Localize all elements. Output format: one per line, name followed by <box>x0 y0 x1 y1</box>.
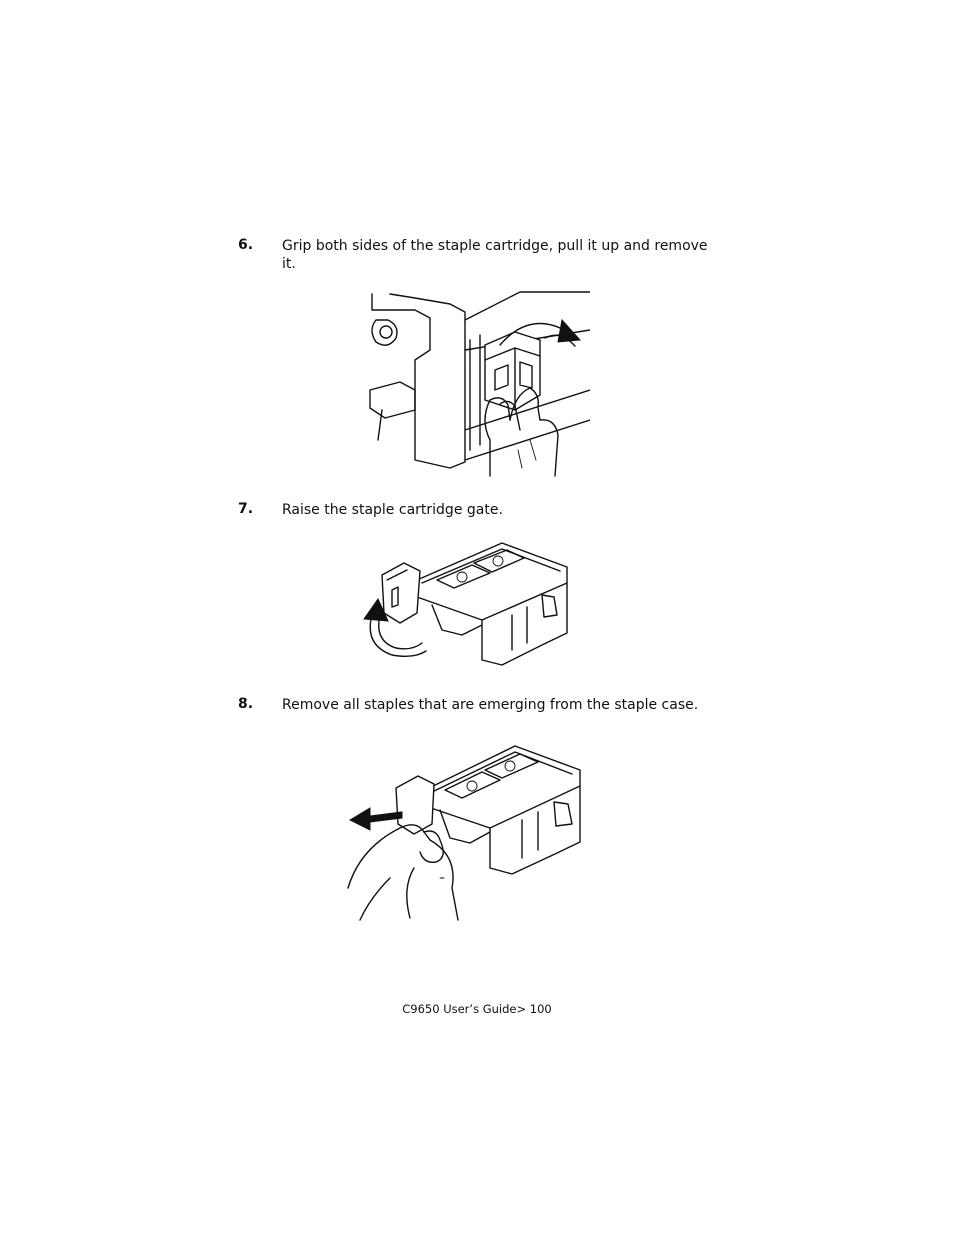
step-8-number: 8. <box>238 696 254 712</box>
raise-gate-illustration <box>362 535 570 670</box>
remove-staples-illustration <box>340 728 592 923</box>
page-footer: C9650 User’s Guide> 100 <box>402 1002 552 1016</box>
step-8-text: Remove all staples that are emerging from the staple case. <box>282 697 699 713</box>
step-6-number: 6. <box>238 237 254 253</box>
step-7-number: 7. <box>238 501 254 517</box>
step-7-text: Raise the staple cartridge gate. <box>282 502 503 518</box>
remove-cartridge-illustration <box>340 290 590 478</box>
step-6-text: Grip both sides of the staple cartridge, pull it up and remove it. <box>282 238 708 272</box>
